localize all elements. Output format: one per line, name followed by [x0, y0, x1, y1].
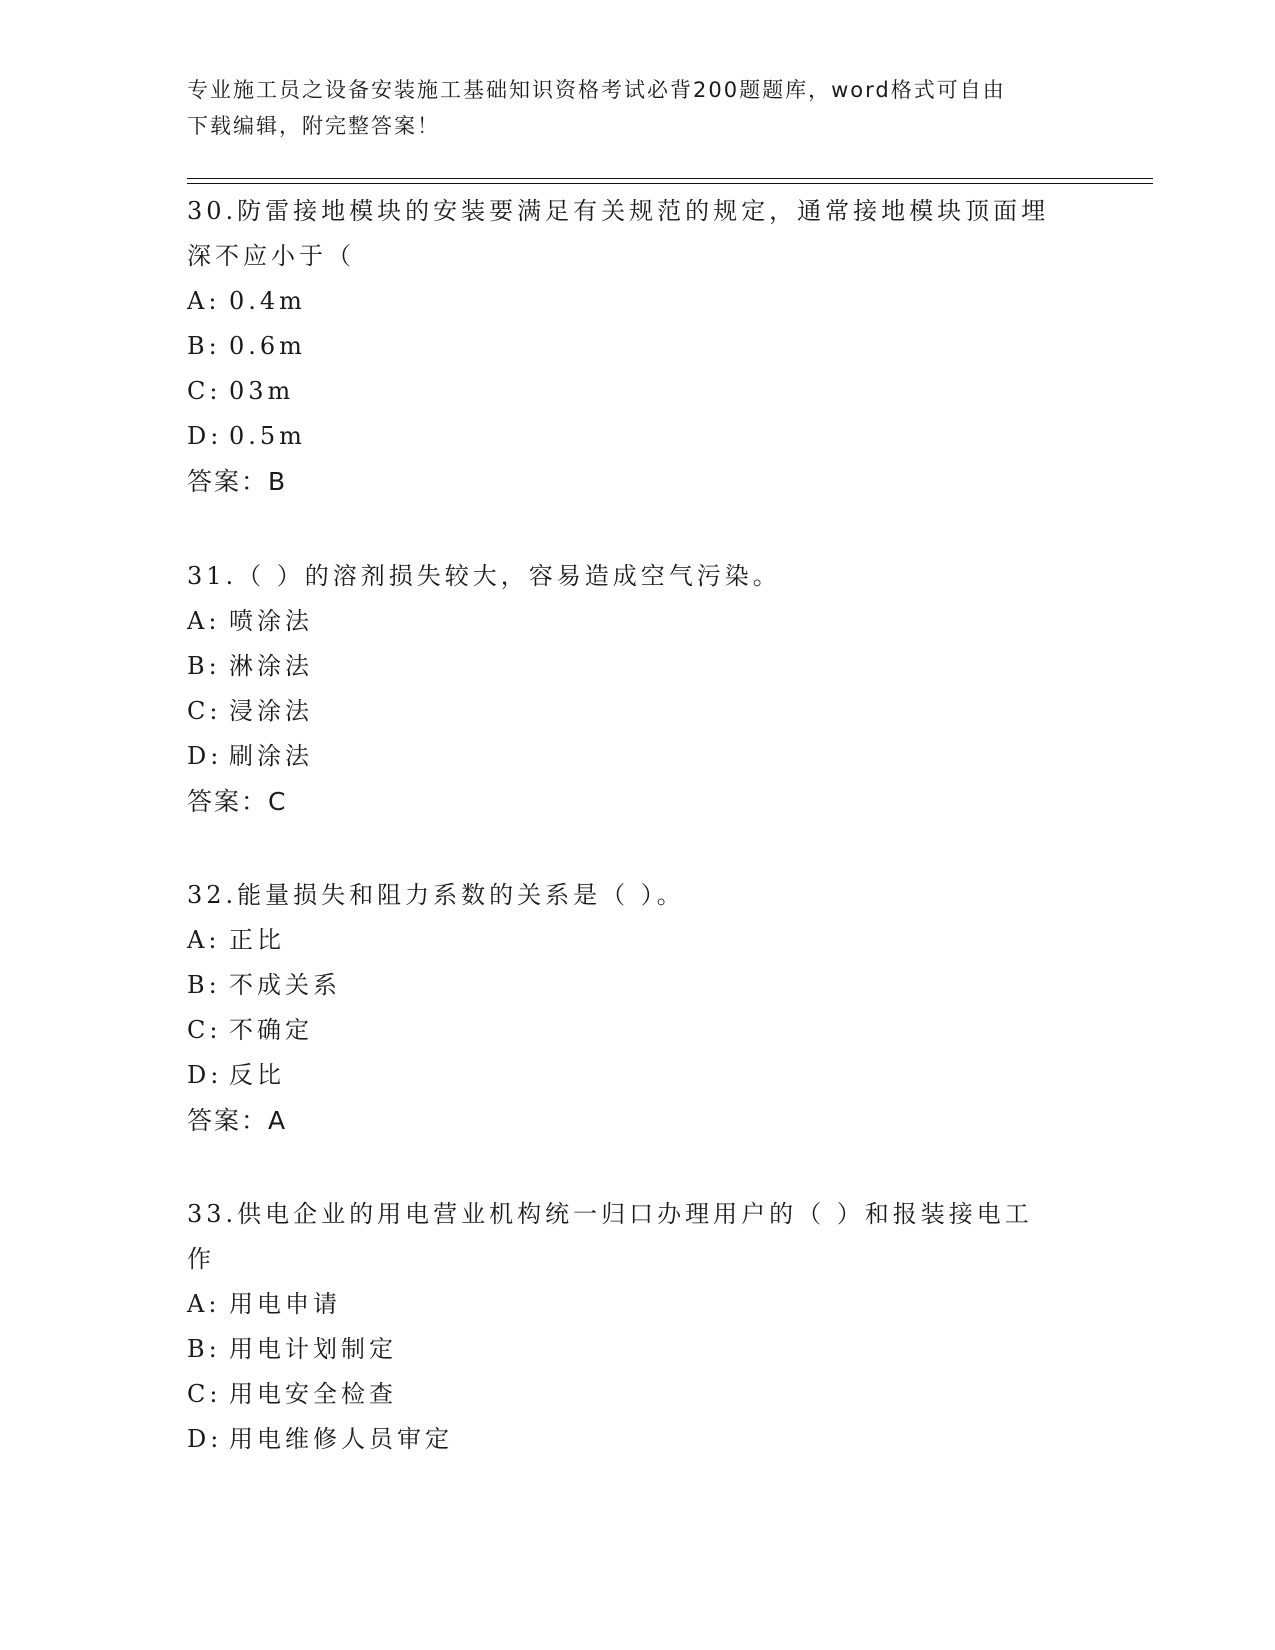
answer: 答案：C	[187, 787, 288, 816]
question-32	[187, 873, 1087, 1143]
option-key: B:	[187, 332, 221, 360]
option-text: 正比	[229, 926, 285, 954]
option-text: 0.6m	[229, 332, 306, 360]
option-text: 03m	[229, 377, 295, 405]
option-b	[187, 324, 1087, 369]
answer: 答案：A	[187, 1106, 288, 1135]
header-divider-bottom	[187, 183, 1153, 184]
option-c	[187, 369, 1087, 414]
document-header	[187, 72, 1087, 144]
option-text: 0.4m	[229, 287, 306, 315]
option-key: A:	[187, 607, 221, 635]
question-text-line-2: 深不应小于（	[187, 242, 355, 270]
option-key: B:	[187, 1335, 221, 1363]
question-text-line-1: 31.（ ）的溶剂损失较大，容易造成空气污染。	[187, 562, 781, 590]
option-text: 用电安全检查	[229, 1380, 397, 1408]
question-31	[187, 554, 1087, 824]
option-key: C:	[187, 697, 222, 725]
option-c	[187, 1008, 1087, 1053]
option-d	[187, 414, 1087, 459]
option-c	[187, 689, 1087, 734]
option-text: 不确定	[229, 1016, 313, 1044]
option-key: B:	[187, 971, 221, 999]
option-key: A:	[187, 287, 221, 315]
option-text: 喷涂法	[229, 607, 313, 635]
option-key: A:	[187, 926, 221, 954]
option-key: C:	[187, 1380, 222, 1408]
question-text-line-2: 作	[187, 1245, 215, 1273]
option-d	[187, 1053, 1087, 1098]
option-d	[187, 734, 1087, 779]
option-text: 浸涂法	[229, 697, 313, 725]
option-text: 刷涂法	[229, 742, 313, 770]
option-a	[187, 1282, 1087, 1327]
header-divider-top	[187, 178, 1153, 179]
question-30	[187, 189, 1087, 504]
option-text: 反比	[229, 1061, 285, 1089]
option-text: 用电维修人员审定	[229, 1425, 453, 1453]
option-text: 用电申请	[229, 1290, 341, 1318]
option-text: 不成关系	[229, 971, 341, 999]
option-a	[187, 599, 1087, 644]
option-a	[187, 918, 1087, 963]
option-key: D:	[187, 1425, 223, 1453]
header-line-1: 专业施工员之设备安装施工基础知识资格考试必背200题题库，word格式可自由	[187, 78, 1006, 102]
option-a	[187, 279, 1087, 324]
option-b	[187, 963, 1087, 1008]
option-key: A:	[187, 1290, 221, 1318]
option-text: 0.5m	[229, 422, 306, 450]
question-text-line-1: 30.防雷接地模块的安装要满足有关规范的规定，通常接地模块顶面埋	[187, 197, 1050, 225]
option-key: B:	[187, 652, 221, 680]
question-text-line-1: 32.能量损失和阻力系数的关系是（ ）。	[187, 881, 685, 909]
option-key: C:	[187, 377, 222, 405]
option-text: 用电计划制定	[229, 1335, 397, 1363]
question-33	[187, 1192, 1087, 1462]
option-text: 淋涂法	[229, 652, 313, 680]
option-key: D:	[187, 1061, 223, 1089]
option-key: C:	[187, 1016, 222, 1044]
option-d	[187, 1417, 1087, 1462]
option-b	[187, 1327, 1087, 1372]
question-text-line-1: 33.供电企业的用电营业机构统一归口办理用户的（ ）和报装接电工	[187, 1200, 1033, 1228]
header-line-2: 下载编辑，附完整答案！	[187, 114, 440, 138]
option-b	[187, 644, 1087, 689]
option-key: D:	[187, 742, 223, 770]
option-key: D:	[187, 422, 223, 450]
option-c	[187, 1372, 1087, 1417]
answer: 答案：B	[187, 467, 288, 496]
